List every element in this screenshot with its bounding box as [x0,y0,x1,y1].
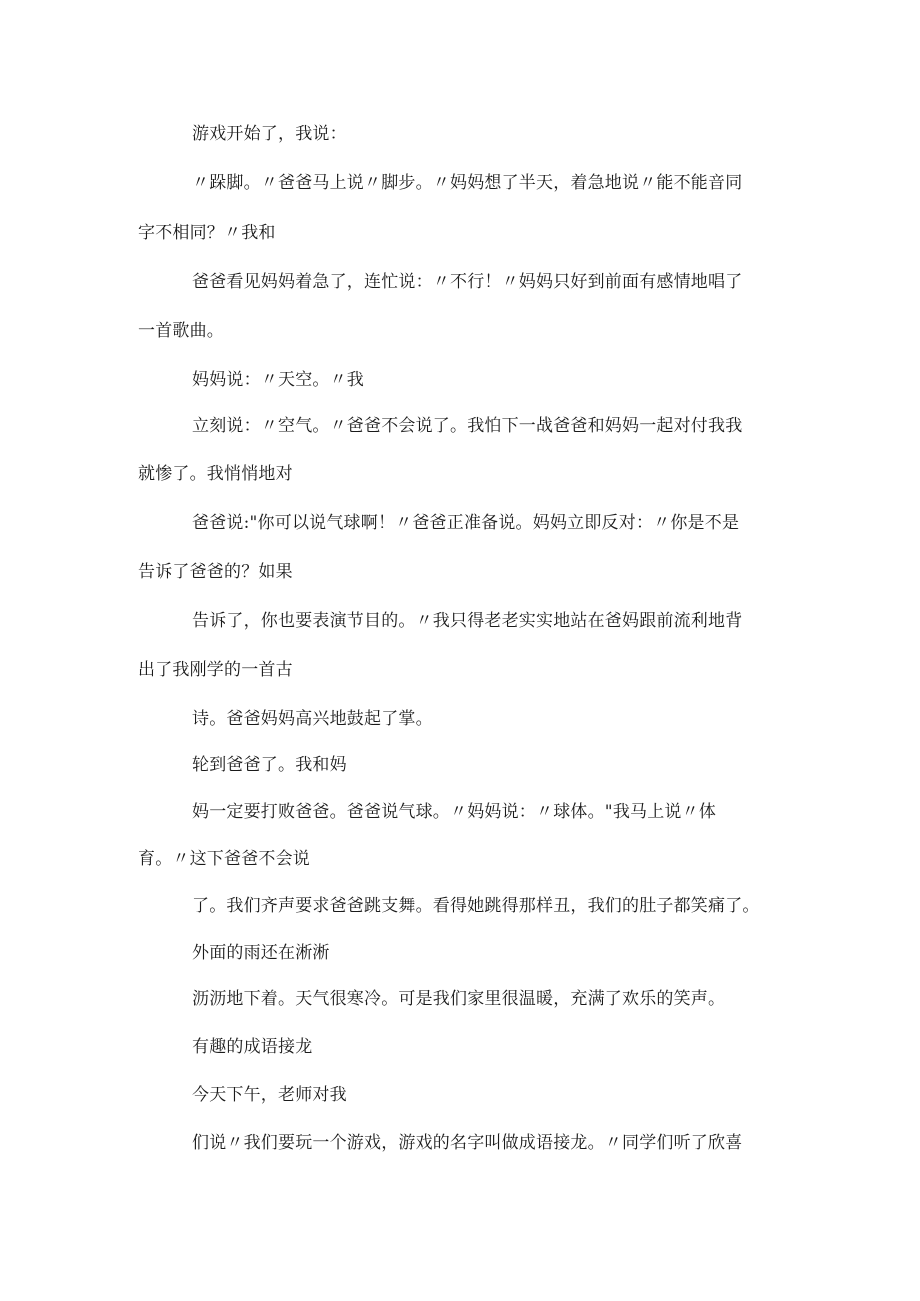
text-line: 今天下午，老师对我 [192,1085,347,1105]
text-line: 沥沥地下着。天气很寒冷。可是我们家里很温暖，充满了欢乐的笑声。 [192,989,726,1009]
text-line: 告诉了，你也要表演节目的。〃我只得老老实实地站在爸妈跟前流利地背 [192,611,743,631]
text-line: 一首歌曲。 [138,321,224,341]
text-line: 轮到爸爸了。我和妈 [192,755,347,775]
text-line: 字不相同？〃我和 [138,223,276,243]
text-line: 爸爸说:"你可以说气球啊！〃爸爸正准备说。妈妈立即反对：〃你是不是 [192,513,740,533]
text-line: 游戏开始了，我说： [192,124,347,144]
text-line: 了。我们齐声要求爸爸跳支舞。看得她跳得那样丑，我们的肚子都笑痛了。 [192,896,760,916]
text-line: 〃跺脚。〃爸爸马上说〃脚步。〃妈妈想了半天，着急地说〃能不能音同 [192,173,743,193]
text-line: 妈妈说：〃天空。〃我 [192,370,364,390]
text-line: 爸爸看见妈妈着急了，连忙说：〃不行！〃妈妈只好到前面有感情地唱了 [192,272,743,292]
text-line: 出了我刚学的一首古 [138,660,293,680]
text-line: 就惨了。我悄悄地对 [138,464,293,484]
text-line: 育。〃这下爸爸不会说 [138,849,310,869]
text-line: 告诉了爸爸的？如果 [138,562,293,582]
text-line: 外面的雨还在淅淅 [192,943,330,963]
text-line: 妈一定要打败爸爸。爸爸说气球。〃妈妈说：〃球体。"我马上说〃体 [192,802,717,822]
text-line: 们说〃我们要玩一个游戏，游戏的名字叫做成语接龙。〃同学们听了欣喜 [192,1133,743,1153]
text-line: 诗。爸爸妈妈高兴地鼓起了掌。 [192,709,433,729]
text-line: 有趣的成语接龙 [192,1037,313,1057]
text-line: 立刻说：〃空气。〃爸爸不会说了。我怕下一战爸爸和妈妈一起对付我我 [192,416,743,436]
